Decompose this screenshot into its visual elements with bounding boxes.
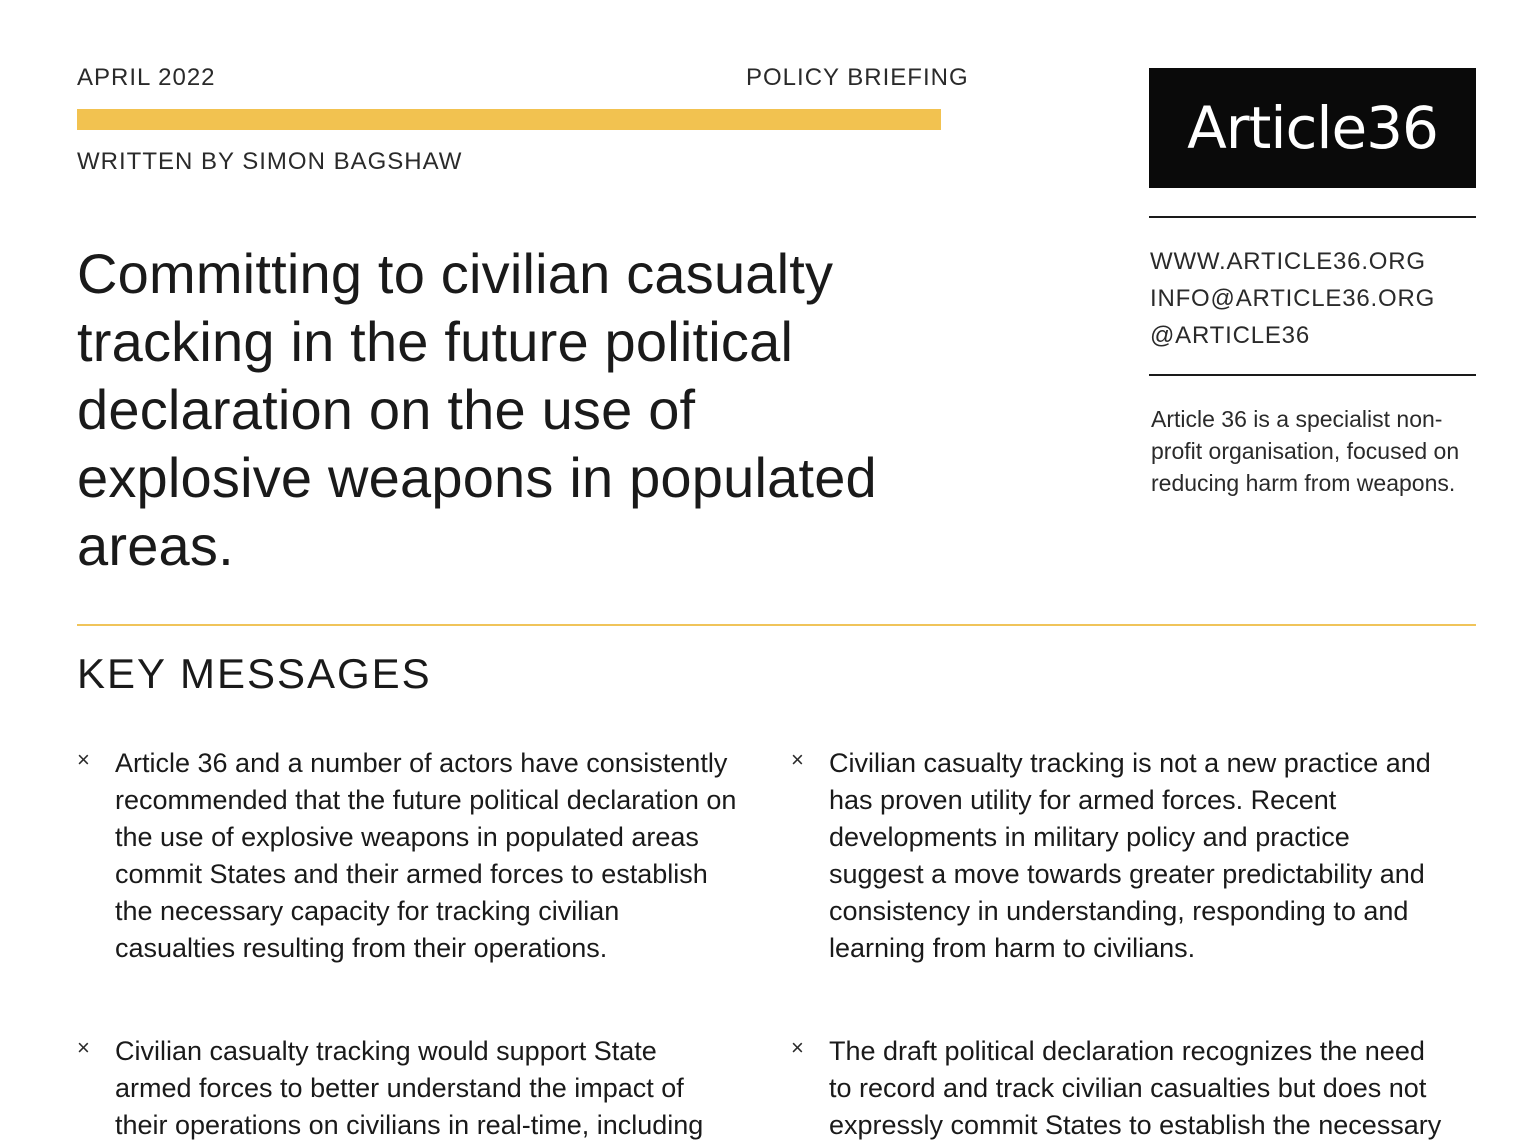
website-link[interactable]: WWW.ARTICLE36.ORG	[1150, 248, 1426, 275]
twitter-handle[interactable]: @ARTICLE36	[1150, 322, 1310, 349]
divider	[1149, 374, 1476, 376]
divider	[1149, 216, 1476, 218]
key-message-text: Civilian casualty tracking is not a new practice and has proven utility for armed forces. Recent developments in military policy and practice suggest a move towards greater predictability and consistency in understanding, responding to and learning from harm to civilians.	[829, 748, 1431, 963]
article36-logo	[1149, 68, 1476, 188]
bullet-x-icon: ×	[77, 1035, 90, 1060]
logo-text: Article36	[1187, 94, 1438, 162]
key-message-text: Civilian casualty tracking would support State armed forces to better understand the impact of their operations on civilians in real-time, including	[115, 1036, 704, 1140]
contact-list	[1150, 243, 1435, 354]
document-title: Committing to civilian casualty tracking in the future political declaration on the use of explosive weapons in populated areas.	[77, 242, 877, 577]
briefing-date: APRIL 2022	[77, 64, 216, 91]
key-message	[791, 745, 1451, 967]
bullet-x-icon: ×	[791, 747, 804, 772]
key-message-text: The draft political declaration recognizes the need to record and track civilian casualties but does not expressly commit States to establish the necessary	[829, 1036, 1442, 1140]
key-message	[77, 745, 737, 967]
key-message	[791, 1033, 1451, 1144]
author-line: WRITTEN BY SIMON BAGSHAW	[77, 148, 463, 175]
accent-bar	[77, 109, 941, 130]
email-link[interactable]: INFO@ARTICLE36.ORG	[1150, 285, 1436, 312]
bullet-x-icon: ×	[77, 747, 90, 772]
bullet-x-icon: ×	[791, 1035, 804, 1060]
document-type: POLICY BRIEFING	[746, 64, 969, 91]
key-message	[77, 1033, 737, 1144]
section-divider	[77, 624, 1476, 626]
key-message-text: Article 36 and a number of actors have consistently recommended that the future political declaration on the use of explosive weapons in populated areas commit States and their armed forces to establish the necessary capacity for tracking civilian casualties resulting from their operations.	[115, 748, 737, 963]
organisation-description: Article 36 is a specialist non-profit organisation, focused on reducing harm from weapons.	[1151, 406, 1460, 496]
key-messages-heading: KEY MESSAGES	[77, 650, 432, 697]
